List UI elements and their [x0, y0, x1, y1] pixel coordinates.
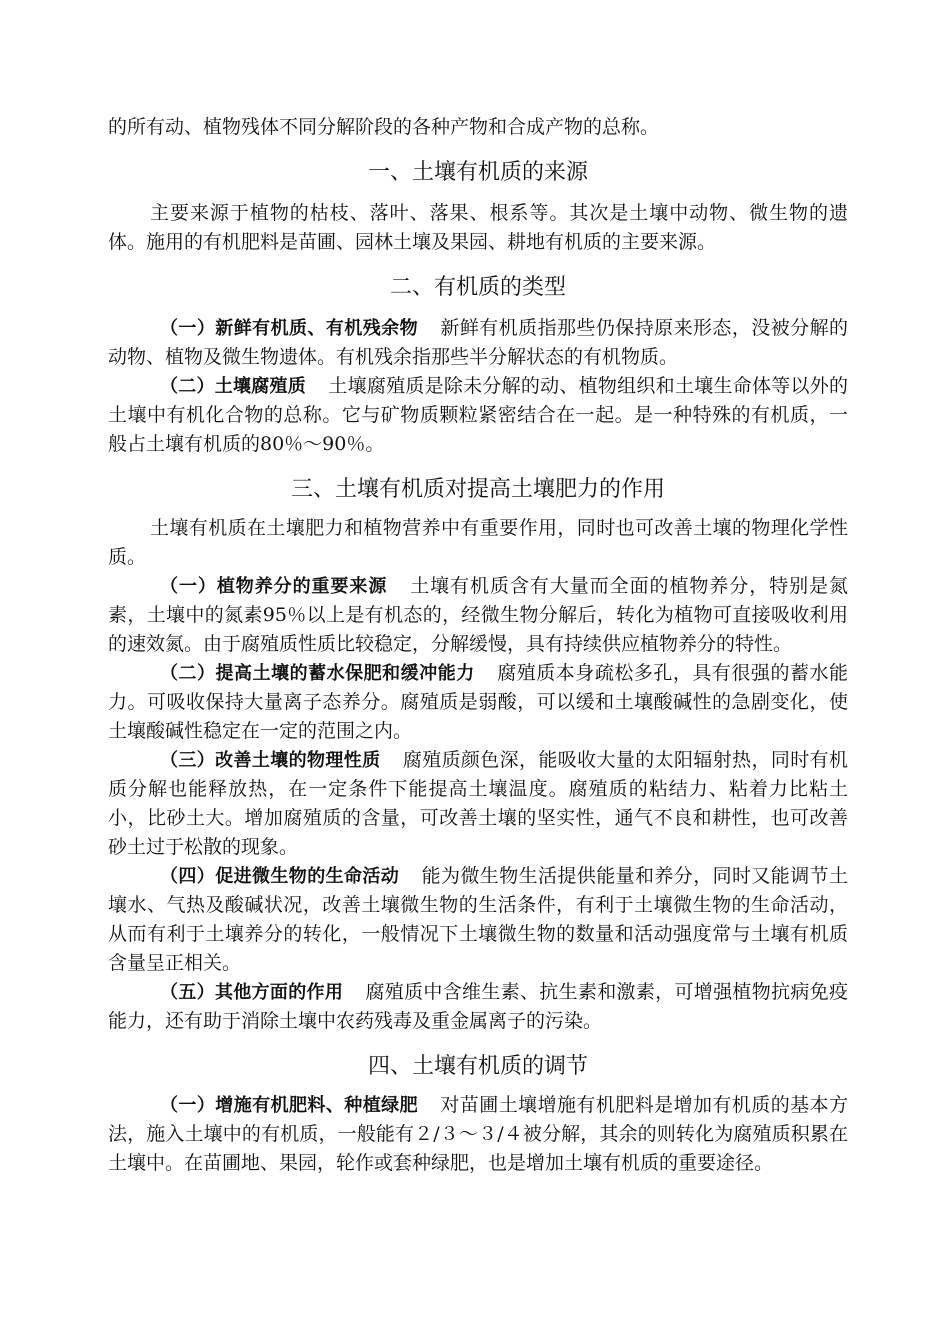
type-paragraph-2 [108, 372, 848, 459]
regulation-paragraph-1 [108, 1091, 848, 1178]
subheading-label: （三）改善土壤的物理性质 [160, 750, 381, 771]
paragraph-body: 能为微生物生活提供能量和养分，同时又能调节土壤水、气热及酸碱状况，改善土壤微生物的生活条件，有利于土壤微生物的生命活动，从而有利于土壤养分的转化，一般情况下土壤微生物的数量和活动强度常与土壤有机质含量呈正相关。 [108, 865, 848, 974]
intro-paragraph-tail: 的所有动、植物残体不同分解阶段的各种产物和合成产物的总称。 [108, 116, 660, 138]
paragraph-body: 腐殖质本身疏松多孔，具有很强的蓄水能力。可吸收保持大量离子态养分。腐殖质是弱酸，可以缓和土壤酸碱性的急剧变化，使土壤酸碱性稳定在一定的范围之内。 [108, 662, 848, 742]
subheading-label: （一）新鲜有机质、有机残余物 [160, 318, 418, 339]
subheading-label: （二）土壤腐殖质 [160, 376, 307, 397]
section-heading-3: 三、土壤有机质对提高土壤肥力的作用 [290, 477, 665, 502]
paragraph-body: 对苗圃土壤增施有机肥料是增加有机质的基本方法，施入土壤中的有机质，一般能有２/３～３/４被分解，其余的则转化为腐殖质积累在土壤中。在苗圃地、果园，轮作或套种绿肥，也是增加土壤有机质的重要途径。 [108, 1094, 848, 1174]
paragraph-body: 腐殖质中含维生素、抗生素和激素，可增强植物抗病免疫能力，还有助于消除土壤中农药残毒及重金属离子的污染。 [108, 981, 848, 1032]
subheading-label: （四）促进微生物的生命活动 [160, 866, 400, 887]
subheading-label: （一）增施有机肥料、种植绿肥 [160, 1095, 418, 1116]
paragraph-body: 新鲜有机质指那些仍保持原来形态，没被分解的动物、植物及微生物遗体。有机残余指那些半分解状态的有机物质。 [108, 317, 848, 368]
paragraph-body: 土壤有机质含有大量而全面的植物养分，特别是氮素，土壤中的氮素95％以上是有机态的，经微生物分解后，转化为植物可直接吸收利用的速效氮。由于腐殖质性质比较稳定，分解缓慢，具有持续供应植物养分的特性。 [108, 575, 848, 655]
function-paragraph-3 [108, 746, 848, 862]
source-paragraph: 主要来源于植物的枯枝、落叶、落果、根系等。其次是土壤中动物、微生物的遗体。施用的有机肥料是苗圃、园林土壤及果园、耕地有机质的主要来源。 [108, 202, 848, 253]
subheading-label: （一）植物养分的重要来源 [160, 576, 388, 597]
function-paragraph-4 [108, 862, 848, 978]
subheading-label: （五）其他方面的作用 [160, 982, 344, 1003]
document-page [108, 113, 848, 1178]
function-paragraph-1 [108, 572, 848, 659]
section-heading-2: 二、有机质的类型 [389, 275, 566, 300]
function-intro-paragraph: 土壤有机质在土壤肥力和植物营养中有重要作用，同时也可改善土壤的物理化学性质。 [108, 517, 848, 568]
paragraph-body: 腐殖质颜色深，能吸收大量的太阳辐射热，同时有机质分解也能释放热，在一定条件下能提高土壤温度。腐殖质的粘结力、粘着力比粘土小，比砂土大。增加腐殖质的含量，可改善土壤的坚实性，通气不良和耕性，也可改善砂土过于松散的现象。 [108, 749, 848, 858]
subheading-label: （二）提高土壤的蓄水保肥和缓冲能力 [160, 663, 475, 684]
section-heading-1: 一、土壤有机质的来源 [367, 160, 588, 185]
paragraph-body: 土壤腐殖质是除未分解的动、植物组织和土壤生命体等以外的土壤中有机化合物的总称。它与矿物质颗粒紧密结合在一起。是一种特殊的有机质，一般占土壤有机质的80％～90％。 [108, 375, 848, 455]
type-paragraph-1 [108, 314, 848, 372]
section-heading-4: 四、土壤有机质的调节 [367, 1054, 588, 1079]
function-paragraph-2 [108, 659, 848, 746]
function-paragraph-5 [108, 978, 848, 1036]
